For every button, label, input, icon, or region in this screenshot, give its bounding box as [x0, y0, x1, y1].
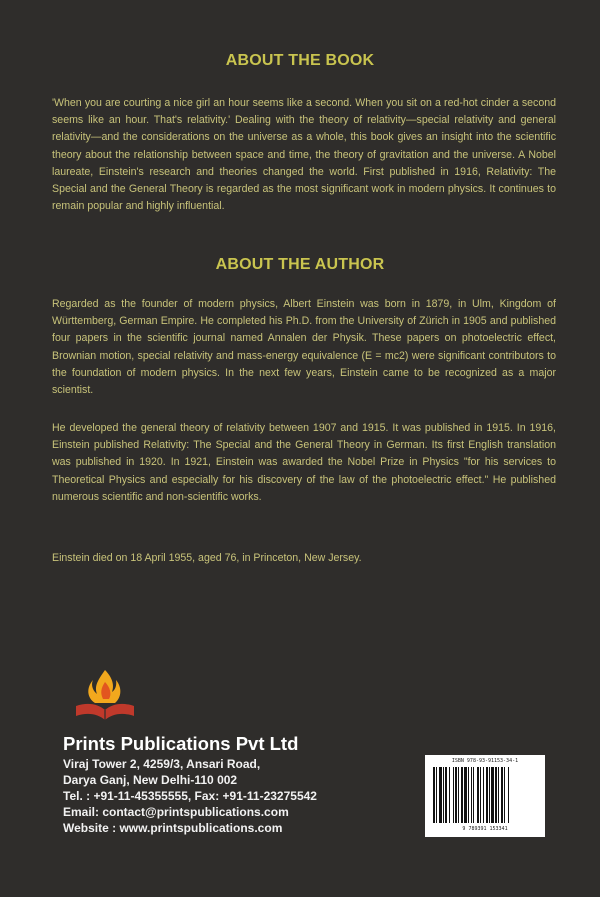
publisher-phone-fax: Tel. : +91-11-45355555, Fax: +91-11-23275542	[63, 789, 317, 803]
isbn-top-text: ISBN 978-93-91153-34-1	[451, 758, 519, 764]
author-paragraph-2: He developed the general theory of relativity between 1907 and 1915. It was published in 1915. In 1916, Einstein published Relativity: The Special and the General Theory in German. Its first English translation was published in 1920. In 1921, Einstein was awarded the Nobel Prize in Physics "for his services to Theoretical Physics and especially for his discovery of the law of the photoelectric effect." He published numerous scientific and non-scientific works.	[52, 422, 556, 503]
barcode-bars-icon	[433, 767, 537, 823]
about-author-heading: ABOUT THE AUTHOR	[215, 256, 385, 273]
about-book-heading: ABOUT THE BOOK	[225, 52, 375, 69]
about-book-text: 'When you are courting a nice girl an hour seems like a second. When you sit on a red-hot cinder a second seems like an hour. That's relativity.' Dealing with the theory of relativity—special relativity and general relativity—and the considerations on the universe as a whole, this book gives an insight into the scientific theory about the relationship between space and time, the theory of gravitation and the universe. A Nobel laureate, Einstein's research and theories changed the world. First published in 1916, Relativity: The Special and the General Theory is regarded as the most significant work in modern physics. It continues to remain popular and highly influential.	[52, 97, 556, 213]
publisher-address-line1: Viraj Tower 2, 4259/3, Ansari Road,	[63, 757, 261, 771]
publisher-address-line2: Darya Ganj, New Delhi-110 002	[63, 773, 238, 787]
publisher-name: Prints Publications Pvt Ltd	[63, 733, 299, 754]
author-paragraph-3: Einstein died on 18 April 1955, aged 76, in Princeton, New Jersey.	[52, 552, 362, 564]
isbn-bottom-text: 9 789391 153341	[462, 826, 508, 832]
author-paragraph-1: Regarded as the founder of modern physics, Albert Einstein was born in 1879, in Ulm, Kingdom of Württemberg, German Empire. He completed his Ph.D. from the University of Zürich in 1905 and published four papers in the scientific journal named Annalen der Physik. These papers on photoelectric effect, Brownian motion, special relativity and mass-energy equivalence (E = mc2) were significant contributors to the foundation of modern physics. In the next few years, Einstein came to be recognized as a major scientist.	[52, 298, 556, 397]
publisher-logo-icon	[70, 668, 140, 724]
publisher-email: Email: contact@printspublications.com	[63, 805, 289, 819]
isbn-barcode	[425, 755, 545, 837]
publisher-website: Website : www.printspublications.com	[63, 821, 283, 835]
